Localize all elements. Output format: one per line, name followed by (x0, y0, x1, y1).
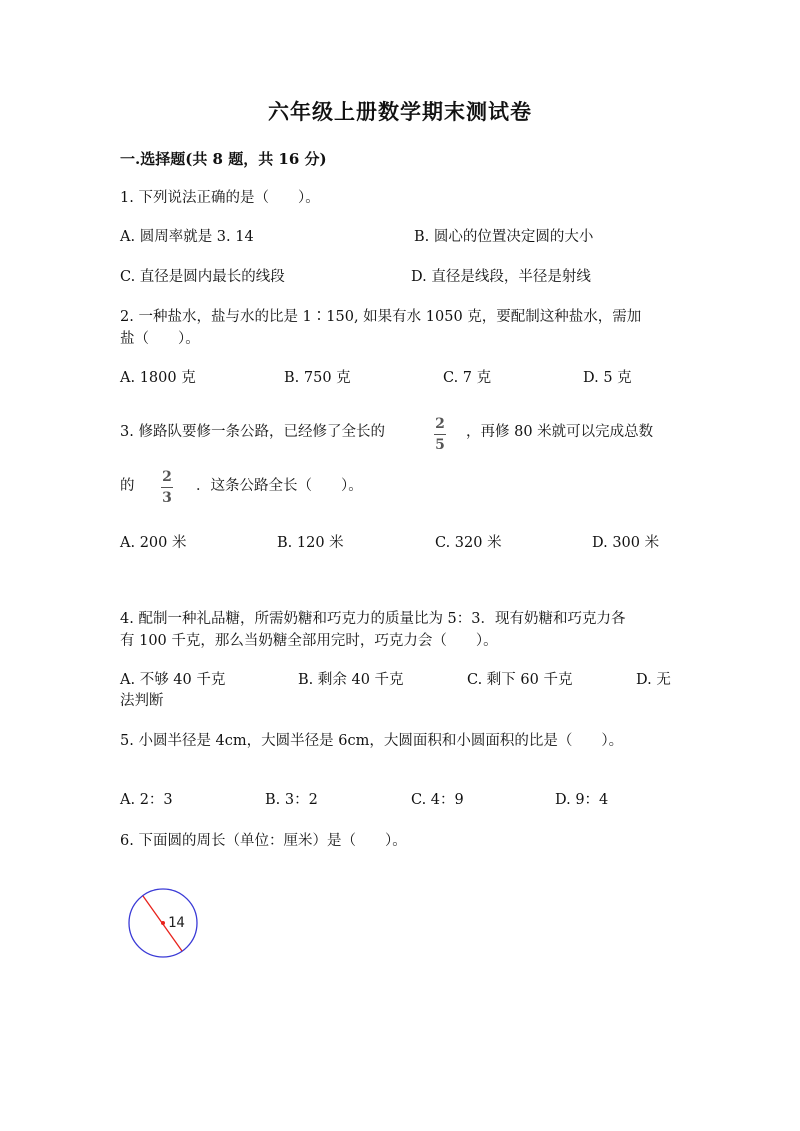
question-4-line-1: 4. 配制一种礼品糖，所需奶糖和巧克力的质量比为 5：3．现有奶糖和巧克力各 (120, 611, 626, 627)
question-3-part-2: ，再修 80 米就可以完成总数 (466, 424, 654, 440)
page-title: 六年级上册数学期末测试卷 (268, 99, 532, 124)
question-2-line-1: 2. 一种盐水，盐与水的比是 1∶150, 如果有水 1050 克，要配制这种盐水，需加 (120, 309, 642, 325)
question-1-text: 1. 下列说法正确的是（ ）。 (120, 190, 320, 206)
question-4-option-b: B. 剩余 40 千克 (298, 672, 404, 688)
question-5-option-c: C. 4：9 (411, 792, 464, 808)
fraction-bar (434, 434, 446, 435)
fraction-numerator: 2 (162, 469, 172, 485)
fraction-denominator: 5 (435, 437, 445, 453)
question-1-option-a: A. 圆周率就是 3. 14 (120, 229, 254, 245)
question-3-option-d: D. 300 米 (592, 535, 660, 551)
question-4-option-d: D. 无 (636, 672, 671, 688)
question-2-option-b: B. 750 克 (284, 370, 351, 386)
question-1-option-c: C. 直径是圆内最长的线段 (120, 269, 285, 285)
diameter-label: 14 (168, 915, 185, 931)
question-2-option-a: A. 1800 克 (120, 370, 196, 386)
question-4-option-c: C. 剩下 60 千克 (467, 672, 573, 688)
question-3-option-a: A. 200 米 (120, 535, 187, 551)
fraction-numerator: 2 (435, 416, 445, 432)
fraction-two-thirds (161, 470, 173, 505)
question-5-option-d: D. 9：4 (555, 792, 609, 808)
question-4-line-2: 有 100 千克，那么当奶糖全部用完时，巧克力会（ ）。 (120, 633, 498, 649)
question-3-option-b: B. 120 米 (277, 535, 344, 551)
question-2-option-c: C. 7 克 (443, 370, 492, 386)
question-3-part-1: 3. 修路队要修一条公路，已经修了全长的 (120, 424, 385, 440)
fraction-bar (161, 487, 173, 488)
fraction-two-fifths (434, 417, 446, 452)
circle-center-dot (161, 921, 165, 925)
question-2-option-d: D. 5 克 (583, 370, 632, 386)
question-3-option-c: C. 320 米 (435, 535, 502, 551)
question-1-option-d: D. 直径是线段，半径是射线 (411, 269, 591, 285)
question-4-option-d-wrap: 法判断 (120, 693, 164, 709)
question-3-part-3: 的 (120, 478, 135, 494)
question-5-text: 5. 小圆半径是 4cm，大圆半径是 6cm，大圆面积和小圆面积的比是（ ）。 (120, 733, 624, 749)
fraction-denominator: 3 (162, 490, 172, 506)
question-6-text: 6. 下面圆的周长（单位：厘米）是（ ）。 (120, 833, 407, 849)
question-5-option-a: A. 2：3 (120, 792, 173, 808)
question-5-option-b: B. 3：2 (265, 792, 318, 808)
question-3-part-4: ．这条公路全长（ ）。 (196, 478, 363, 494)
question-4-option-a: A. 不够 40 千克 (120, 672, 226, 688)
question-1-option-b: B. 圆心的位置决定圆的大小 (414, 229, 594, 245)
section-heading: 一.选择题(共 8 题，共 16 分) (120, 150, 327, 168)
circle-diagram (124, 888, 204, 960)
question-2-line-2: 盐（ ）。 (120, 331, 200, 347)
